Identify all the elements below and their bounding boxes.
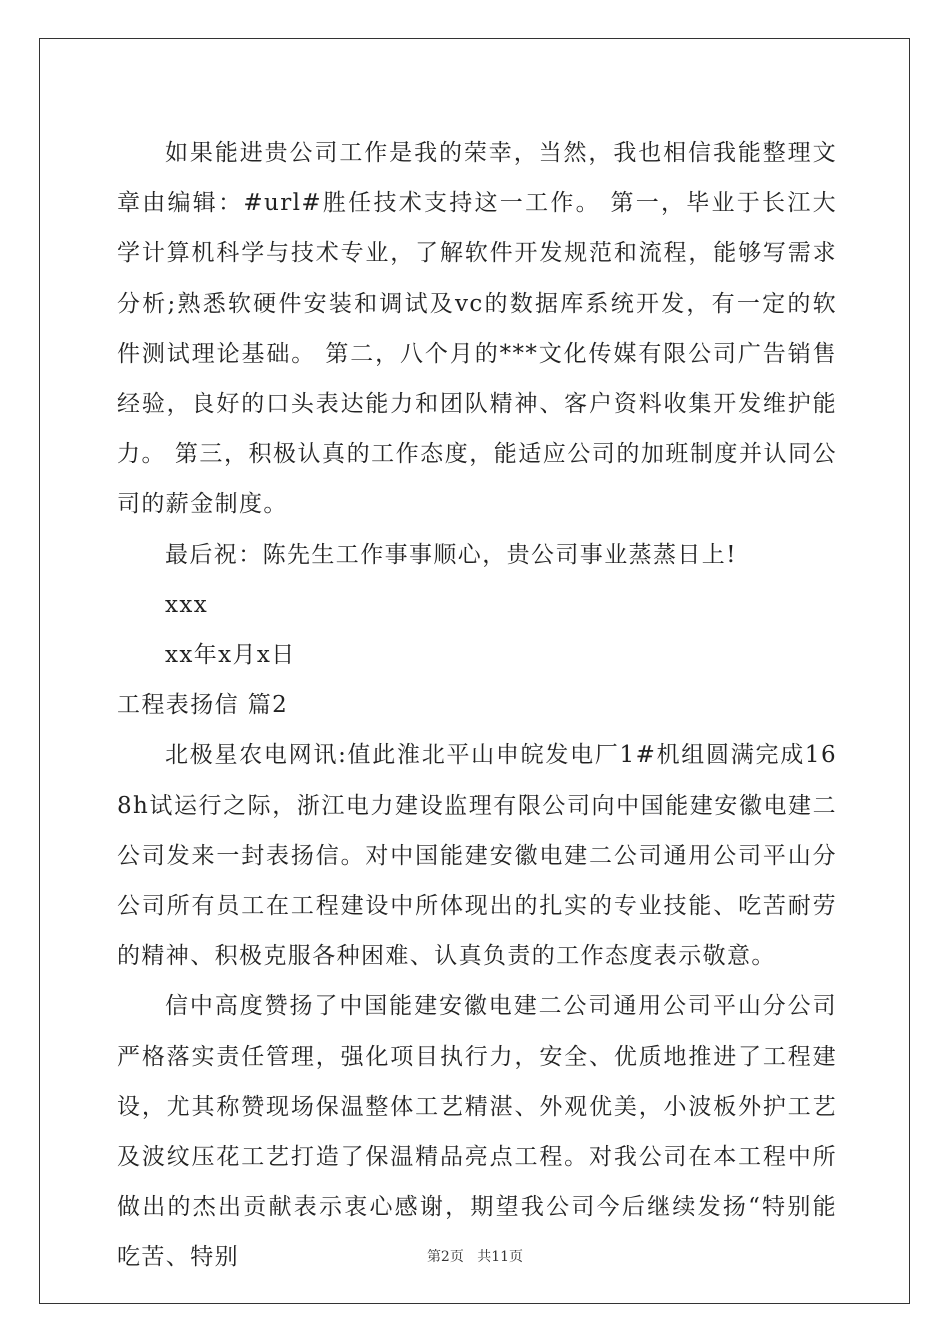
- document-body: [117, 128, 837, 1283]
- signature-name: xxx: [165, 591, 209, 618]
- section-heading: 工程表扬信 篇2: [117, 692, 289, 719]
- paragraph-closing-wish: 最后祝：陈先生工作事事顺心，贵公司事业蒸蒸日上!: [165, 541, 737, 568]
- page-total: 共11页: [477, 1249, 524, 1265]
- signature-date: xx年x月x日: [165, 642, 296, 669]
- paragraph-news-report: 北极星农电网讯:值此淮北平山申皖发电厂1#机组圆满完成168h试运行之际，浙江电力建设监理有限公司向中国能建安徽电建二公司发来一封表扬信。对中国能建安徽电建二公司通用公司平山分公司所有员工在工程建设中所体现出的扎实的专业技能、吃苦耐劳的精神、积极克服各种困难、认真负责的工作态度表示敬意。: [117, 742, 837, 970]
- paragraph-application-intro: 如果能进贵公司工作是我的荣幸，当然，我也相信我能整理文章由编辑：#url#胜任技术支持这一工作。 第一，毕业于长江大学计算机科学与技术专业，了解软件开发规范和流程，能够写需求分析;熟悉软硬件安装和调试及vc的数据库系统开发，有一定的软件测试理论基础。 第二，八个月的***文化传媒有限公司广告销售经验，良好的口头表达能力和团队精神、客户资料收集开发维护能力。 第三，积极认真的工作态度，能适应公司的加班制度并认同公司的薪金制度。: [117, 140, 837, 518]
- page-number: 第2页: [426, 1249, 464, 1265]
- paragraph-praise-letter: 信中高度赞扬了中国能建安徽电建二公司通用公司平山分公司严格落实责任管理，强化项目执行力，安全、优质地推进了工程建设，尤其称赞现场保温整体工艺精湛、外观优美，小波板外护工艺及波纹压花工艺打造了保温精品亮点工程。对我公司在本工程中所做出的杰出贡献表示衷心感谢，期望我公司今后继续发扬“特别能吃苦、特别: [117, 993, 837, 1271]
- page-footer: [0, 1246, 950, 1266]
